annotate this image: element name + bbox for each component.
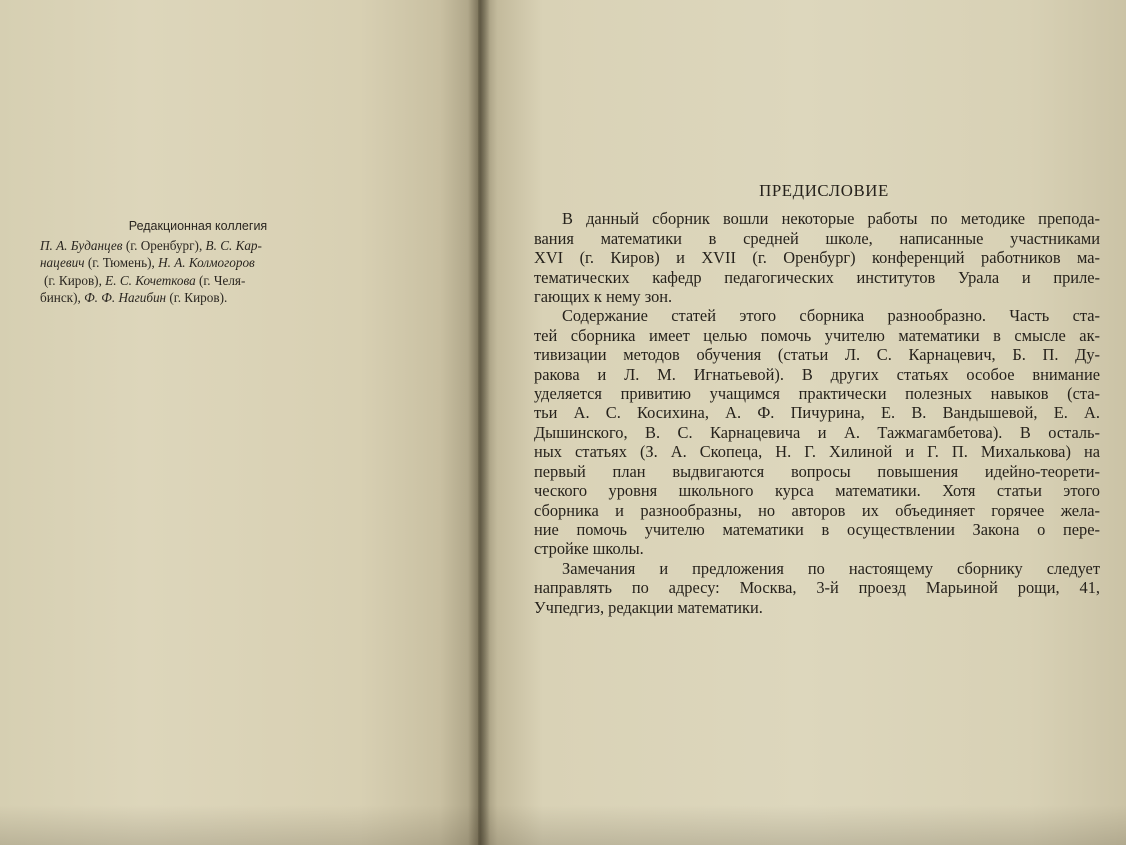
board-member-city: бинск),	[40, 290, 85, 305]
board-member-name: Ф. Ф. Нагибин	[84, 290, 167, 305]
preface-line: вания математики в средней школе, написанные участниками	[534, 228, 1100, 248]
preface-paragraph	[534, 559, 1100, 617]
preface	[534, 181, 1100, 617]
preface-line: ных статьях (З. А. Скопеца, Н. Г. Хилиной и Г. П. Михалькова) на	[534, 442, 1100, 462]
board-member-city: (г. Киров),	[44, 272, 106, 288]
board-member-city: (г. Тюмень),	[84, 255, 159, 270]
preface-paragraph	[534, 306, 1100, 558]
editorial-board-heading: Редакционная коллегия	[128, 219, 268, 233]
board-member-name: П. А. Буданцев	[40, 237, 123, 253]
preface-line: тей сборника имеет целью помочь учителю математики в смысле ак-	[534, 325, 1100, 345]
preface-line: ракова и Л. М. Игнатьевой). В других статьях особое внимание	[534, 364, 1100, 384]
preface-line: гающих к нему зон.	[534, 287, 673, 307]
board-member-city: (г. Оренбург),	[122, 237, 206, 253]
left-page	[0, 0, 478, 845]
board-member-name: Н. А. Колмогоров	[158, 255, 255, 270]
preface-line: тьи А. С. Косихина, А. Ф. Пичурина, Е. В. Вандышевой, Е. А.	[534, 403, 1100, 423]
preface-line: ние помочь учителю математики в осуществлении Закона о пере-	[534, 519, 1100, 539]
preface-line: ческого уровня школьного курса математики. Хотя статьи этого	[534, 481, 1100, 501]
board-member-name: Е. С. Кочеткова	[105, 272, 196, 288]
preface-line: уделяется привитию учащимся практически полезных навыков (ста-	[534, 384, 1100, 404]
editorial-board-line	[40, 272, 340, 290]
preface-line: направлять по адресу: Москва, 3-й проезд Марьиной рощи, 41,	[534, 578, 1100, 598]
book-gutter	[468, 0, 490, 845]
board-member-city: (г. Челя-	[195, 272, 246, 288]
board-member-city: (г. Киров).	[166, 290, 228, 305]
editorial-board-line	[40, 289, 340, 307]
editorial-board-members	[40, 237, 340, 307]
preface-line: Учпедгиз, редакции математики.	[534, 597, 763, 617]
preface-line: Замечания и предложения по настоящему сборнику следует	[562, 558, 1100, 578]
preface-line: XVI (г. Киров) и XVII (г. Оренбург) конференций работников ма-	[534, 248, 1100, 268]
preface-line: Содержание статей этого сборника разнообразно. Часть ста-	[562, 306, 1100, 326]
preface-line: первый план выдвигаются вопросы повышения идейно-теорети-	[534, 461, 1100, 481]
preface-paragraph	[534, 209, 1100, 306]
preface-body	[534, 209, 1100, 617]
preface-line: В данный сборник вошли некоторые работы по методике препода-	[562, 209, 1100, 229]
board-member-name: В. С. Кар-	[205, 237, 262, 253]
preface-line: стройке школы.	[534, 539, 644, 559]
editorial-board-line	[40, 254, 340, 272]
preface-line: Дышинского, В. С. Карнацевича и А. Тажмагамбетова). В осталь-	[534, 422, 1100, 442]
preface-line: тематических кафедр педагогических институтов Урала и приле-	[534, 267, 1100, 287]
page-shadow	[0, 805, 1126, 845]
preface-line: тивизации методов обучения (статьи Л. С. Карнацевич, Б. П. Ду-	[534, 345, 1100, 365]
preface-line: сборника и разнообразны, но авторов их объединяет горячее жела-	[534, 500, 1100, 520]
editorial-board-line	[40, 237, 340, 255]
board-member-name: нацевич	[40, 255, 85, 270]
editorial-board	[40, 218, 340, 307]
preface-title: ПРЕДИСЛОВИЕ	[759, 181, 889, 200]
